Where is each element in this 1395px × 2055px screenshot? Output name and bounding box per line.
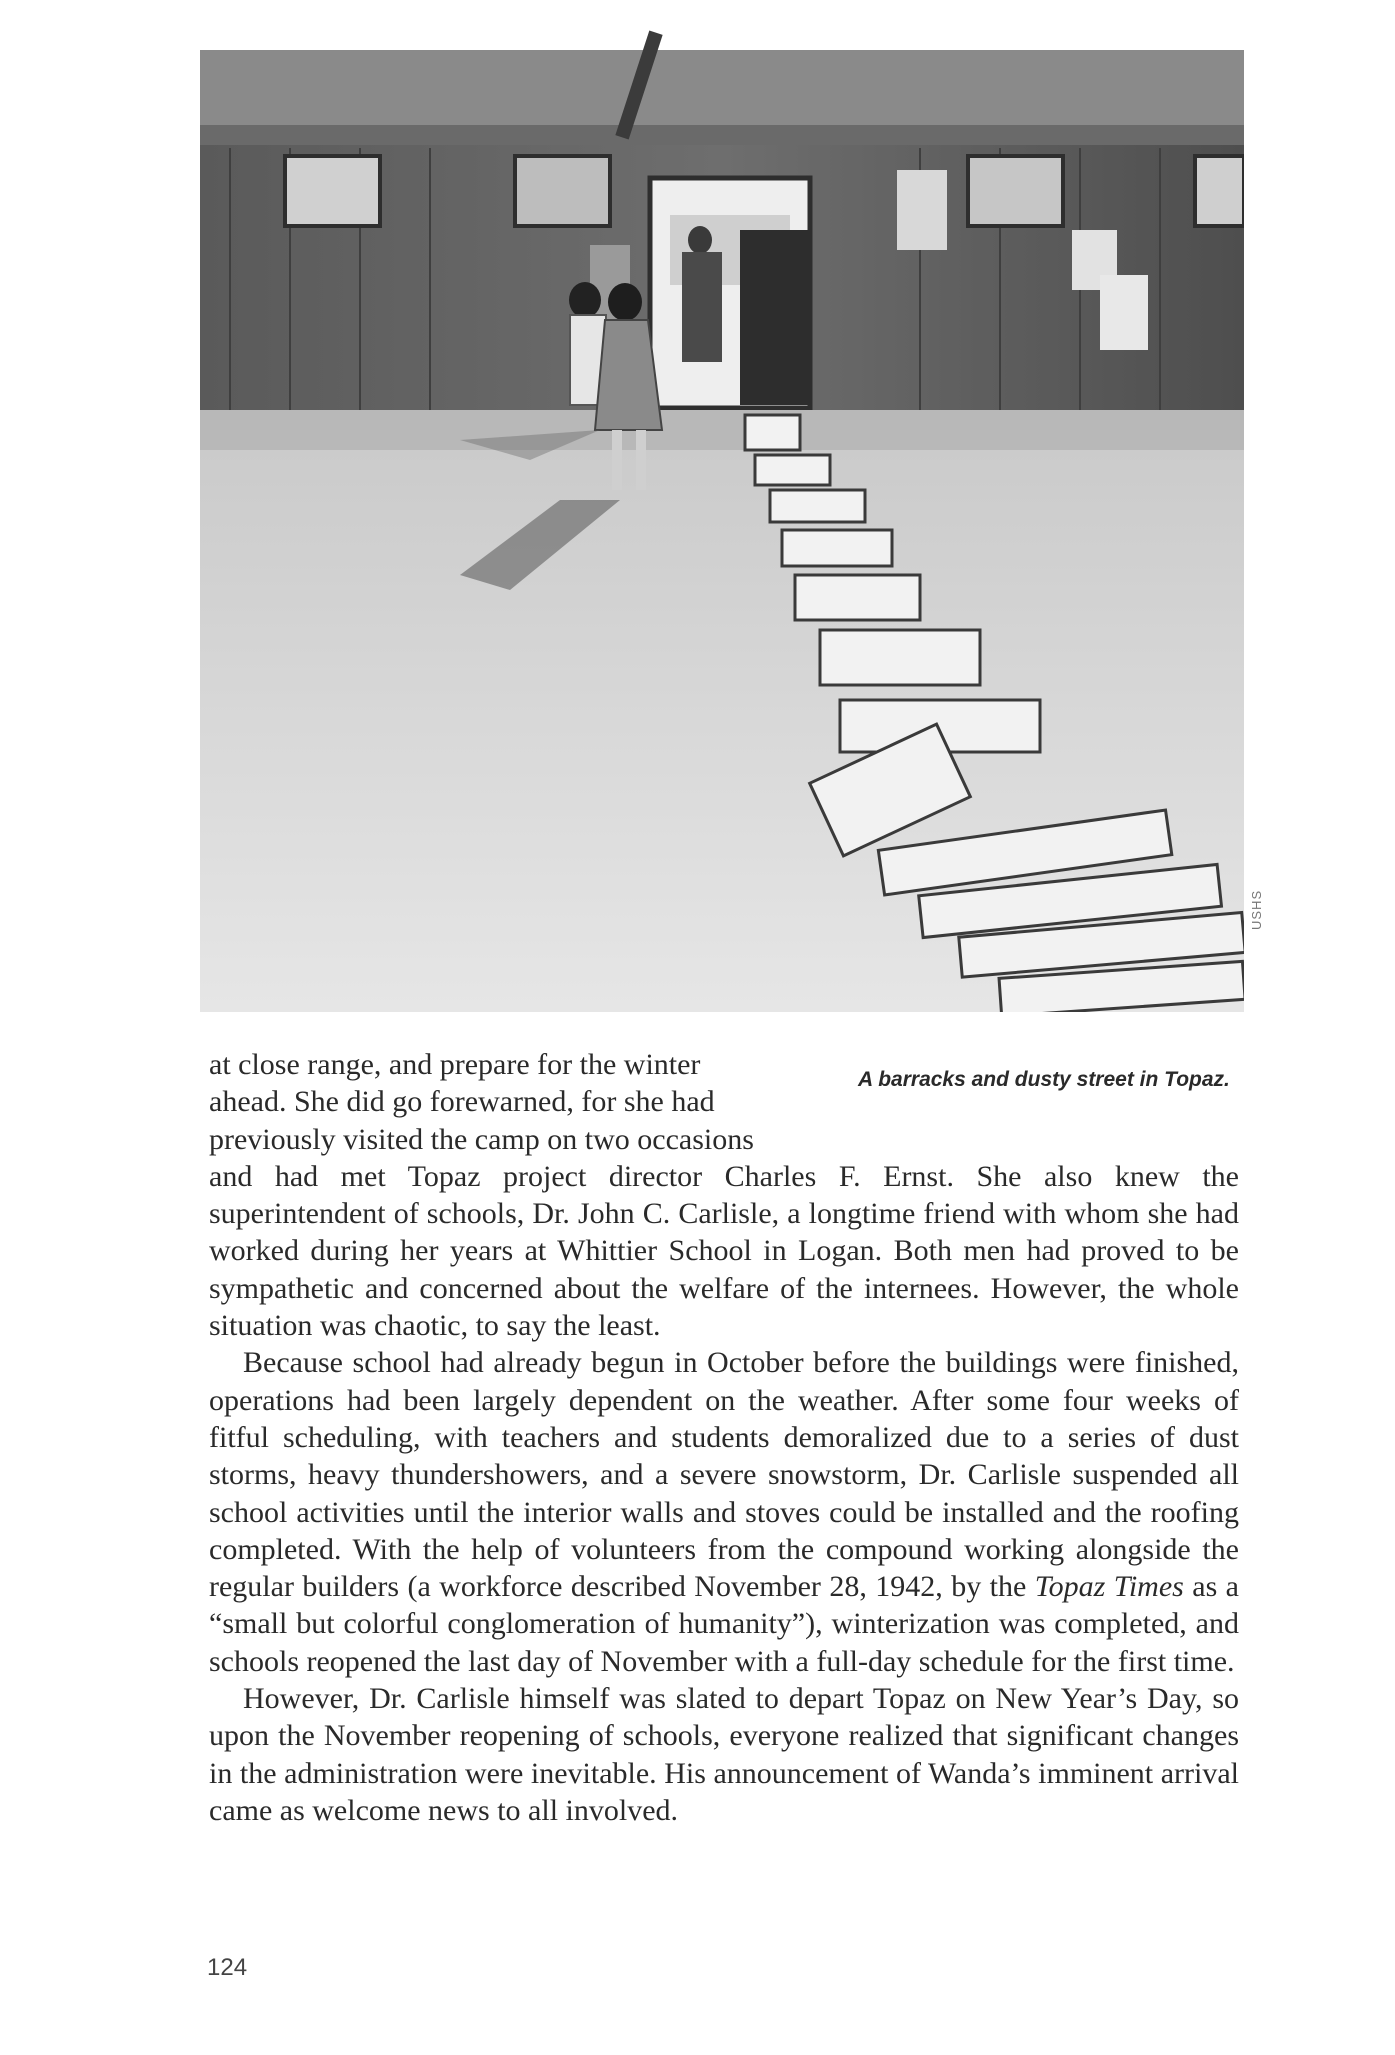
barracks-photo — [200, 30, 1244, 1012]
paragraph-2-text-b: as a “small but colorful conglomeration of humanity”), winterization was completed, and schools reopened the last day of November with a full-day schedule for the first time. — [209, 1570, 1239, 1678]
newspaper-title: Topaz Times — [1034, 1570, 1184, 1604]
paragraph-1-line-1: at close range, and prepare for the winter — [209, 1048, 701, 1081]
body-text — [209, 1046, 1239, 1829]
paragraph-2 — [209, 1344, 1239, 1680]
paragraph-1 — [209, 1046, 1239, 1344]
page-number: 124 — [207, 1954, 248, 1981]
paragraph-1-rest: and had met Topaz project director Charles F. Ernst. She also knew the superintendent of schools, Dr. John C. Carlisle, a longtime friend with whom she had worked during her years at Whittier School in Logan. Both men had proved to be sympathetic and concerned about the welfare of the internees. However, the whole situation was chaotic, to say the least. — [209, 1159, 1239, 1343]
paragraph-1-line-2: ahead. She did go forewarned, for she had — [209, 1085, 715, 1119]
photo-caption: A barracks and dusty street in Topaz. — [858, 1068, 1230, 1091]
paragraph-3: However, Dr. Carlisle himself was slated to depart Topaz on New Year’s Day, so upon the November reopening of schools, everyone realized that significant changes in the administration were inevitable. His announcement of Wanda’s imminent arrival came as welcome news to all involved. — [209, 1682, 1239, 1827]
paragraph-2-text-a: Because school had already begun in October before the buildings were finished, operations had been largely dependent on the weather. After some four weeks of fitful scheduling, with teachers and students demoralized due to a series of dust storms, heavy thundershowers, and a severe snowstorm, Dr. Carlisle suspended all school activities until the interior walls and stoves could be installed and the roofing completed. With the help of volunteers from the compound working alongside the regular builders (a workforce described November 28, 1942, by the — [209, 1346, 1239, 1604]
photo-credit: USHS — [1249, 889, 1264, 930]
paragraph-1-line-3: previously visited the camp on two occasions — [209, 1122, 754, 1156]
